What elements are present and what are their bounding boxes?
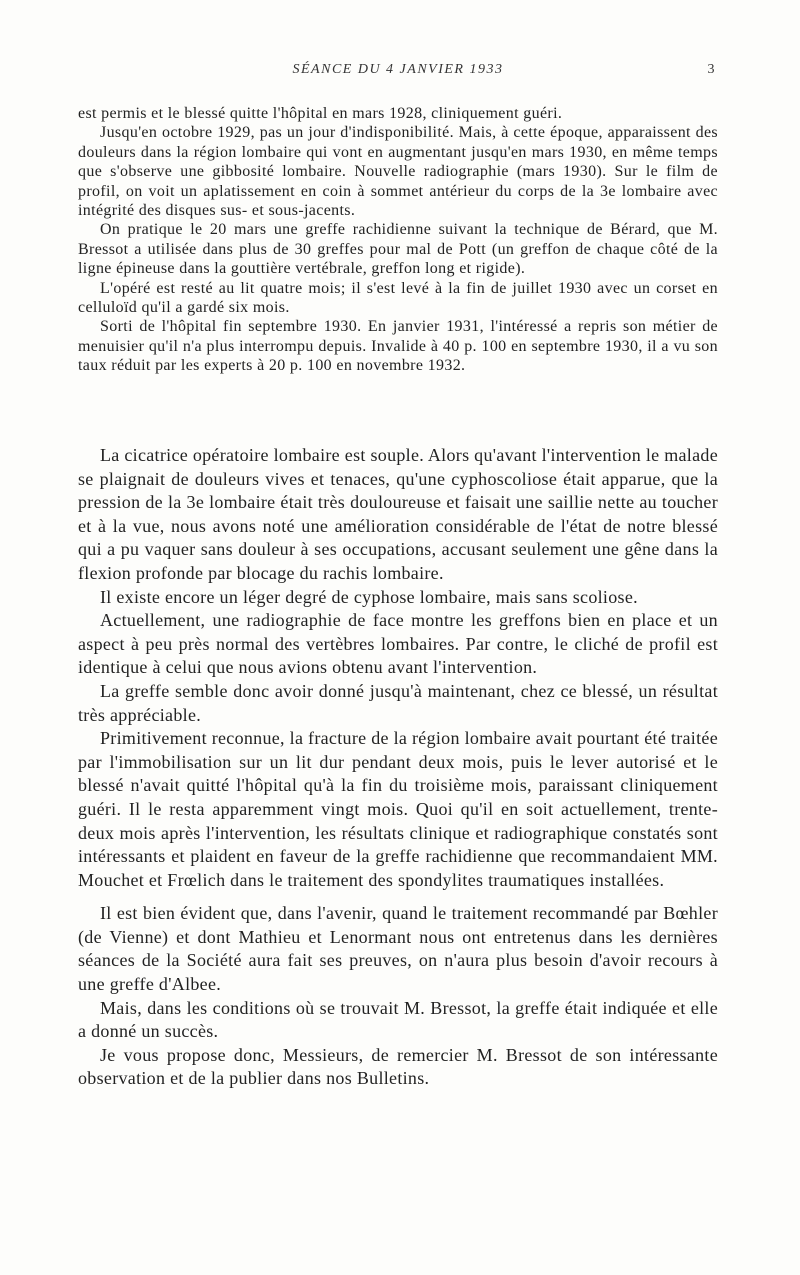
commentary-paragraph: Actuellement, une radiographie de face montre les greffons bien en place et un aspect à peu près normal des vertèbres lombaires. Par contre, le cliché de profil est identique à celui que nous avions obtenu avant l'intervention. [78,610,718,678]
case-report-paragraph: est permis et le blessé quitte l'hôpital en mars 1928, cliniquement guéri. [78,105,563,122]
commentary-paragraph: Je vous propose donc, Messieurs, de remercier M. Bressot de son intéressante observation et de la publier dans nos Bulletins. [78,1044,718,1089]
commentary-paragraph: La greffe semble donc avoir donné jusqu'à maintenant, chez ce blessé, un résultat très appréciable. [78,680,718,725]
page-number: 3 [707,62,716,77]
case-report-paragraph: On pratique le 20 mars une greffe rachidienne suivant la technique de Bérard, que M. Bressot a utilisée dans plus de 30 greffes pour mal de Pott (un greffon de chaque côté de la ligne épineuse dans la gouttière vertébrale, greffon long et rigide). [78,221,718,278]
page-header [78,62,718,82]
commentary-paragraph: La cicatrice opératoire lombaire est souple. Alors qu'avant l'intervention le malade se plaignait de douleurs vives et tenaces, qu'une cyphoscoliose était apparue, que la pression de la 3e lombaire était très douloureuse et faisait une saillie nette au toucher et à la vue, nous avons noté une amélioration considérable de l'état de notre blessé qui a pu vaquer sans douleur à ses occupations, accusant seulement une gêne dans la flexion profonde par blocage du rachis lombaire. [78,445,718,583]
commentary-paragraph: Il existe encore un léger degré de cyphose lombaire, mais sans scoliose. [100,586,638,607]
case-report-paragraph: Sorti de l'hôpital fin septembre 1930. En janvier 1931, l'intéressé a repris son métier de menuisier qu'il n'a plus interrompu depuis. Invalide à 40 p. 100 en septembre 1930, il a vu son taux réduit par les experts à 20 p. 100 en novembre 1932. [78,318,718,375]
commentary-paragraph: Primitivement reconnue, la fracture de la région lombaire avait pourtant été traitée par l'immobilisation sur un lit dur pendant deux mois, puis le lever autorisé et le blessé n'avait quitté l'hôpital qu'à la fin du troisième mois, paraissant cliniquement guéri. Il le resta apparemment vingt mois. Quoi qu'il en soit actuellement, trente-deux mois après l'intervention, les résultats clinique et radiographique constatés sont intéressants et plaident en faveur de la greffe rachidienne que recommandaient MM. Mouchet et Frœlich dans le traitement des spondylites traumatiques installées. [78,728,718,890]
case-report-paragraph: L'opéré est resté au lit quatre mois; il s'est levé à la fin de juillet 1930 avec un corset en celluloïd qu'il a gardé six mois. [78,279,718,317]
commentary-paragraph: Mais, dans les conditions où se trouvait M. Bressot, la greffe était indiquée et elle a donné un succès. [78,997,718,1042]
commentary-paragraph: Il est bien évident que, dans l'avenir, quand le traitement recommandé par Bœhler (de Vienne) et dont Mathieu et Lenormant nous ont entretenus dans les dernières séances de la Société aura fait ses preuves, on n'aura plus besoin d'avoir recours à une greffe d'Albee. [78,903,718,995]
case-report-paragraph: Jusqu'en octobre 1929, pas un jour d'indisponibilité. Mais, à cette époque, apparaissent des douleurs dans la région lombaire qui vont en augmentant jusqu'en mars 1930, en même temps que s'observe une gibbosité lombaire. Nouvelle radiographie (mars 1930). Sur le film de profil, on voit un aplatissement en coin à sommet antérieur du corps de la 3e lombaire avec intégrité des disques sus- et sous-jacents. [78,124,718,220]
case-report-section [78,104,718,376]
running-title: SÉANCE DU 4 JANVIER 1933 [292,62,504,77]
commentary-section [78,444,718,1091]
